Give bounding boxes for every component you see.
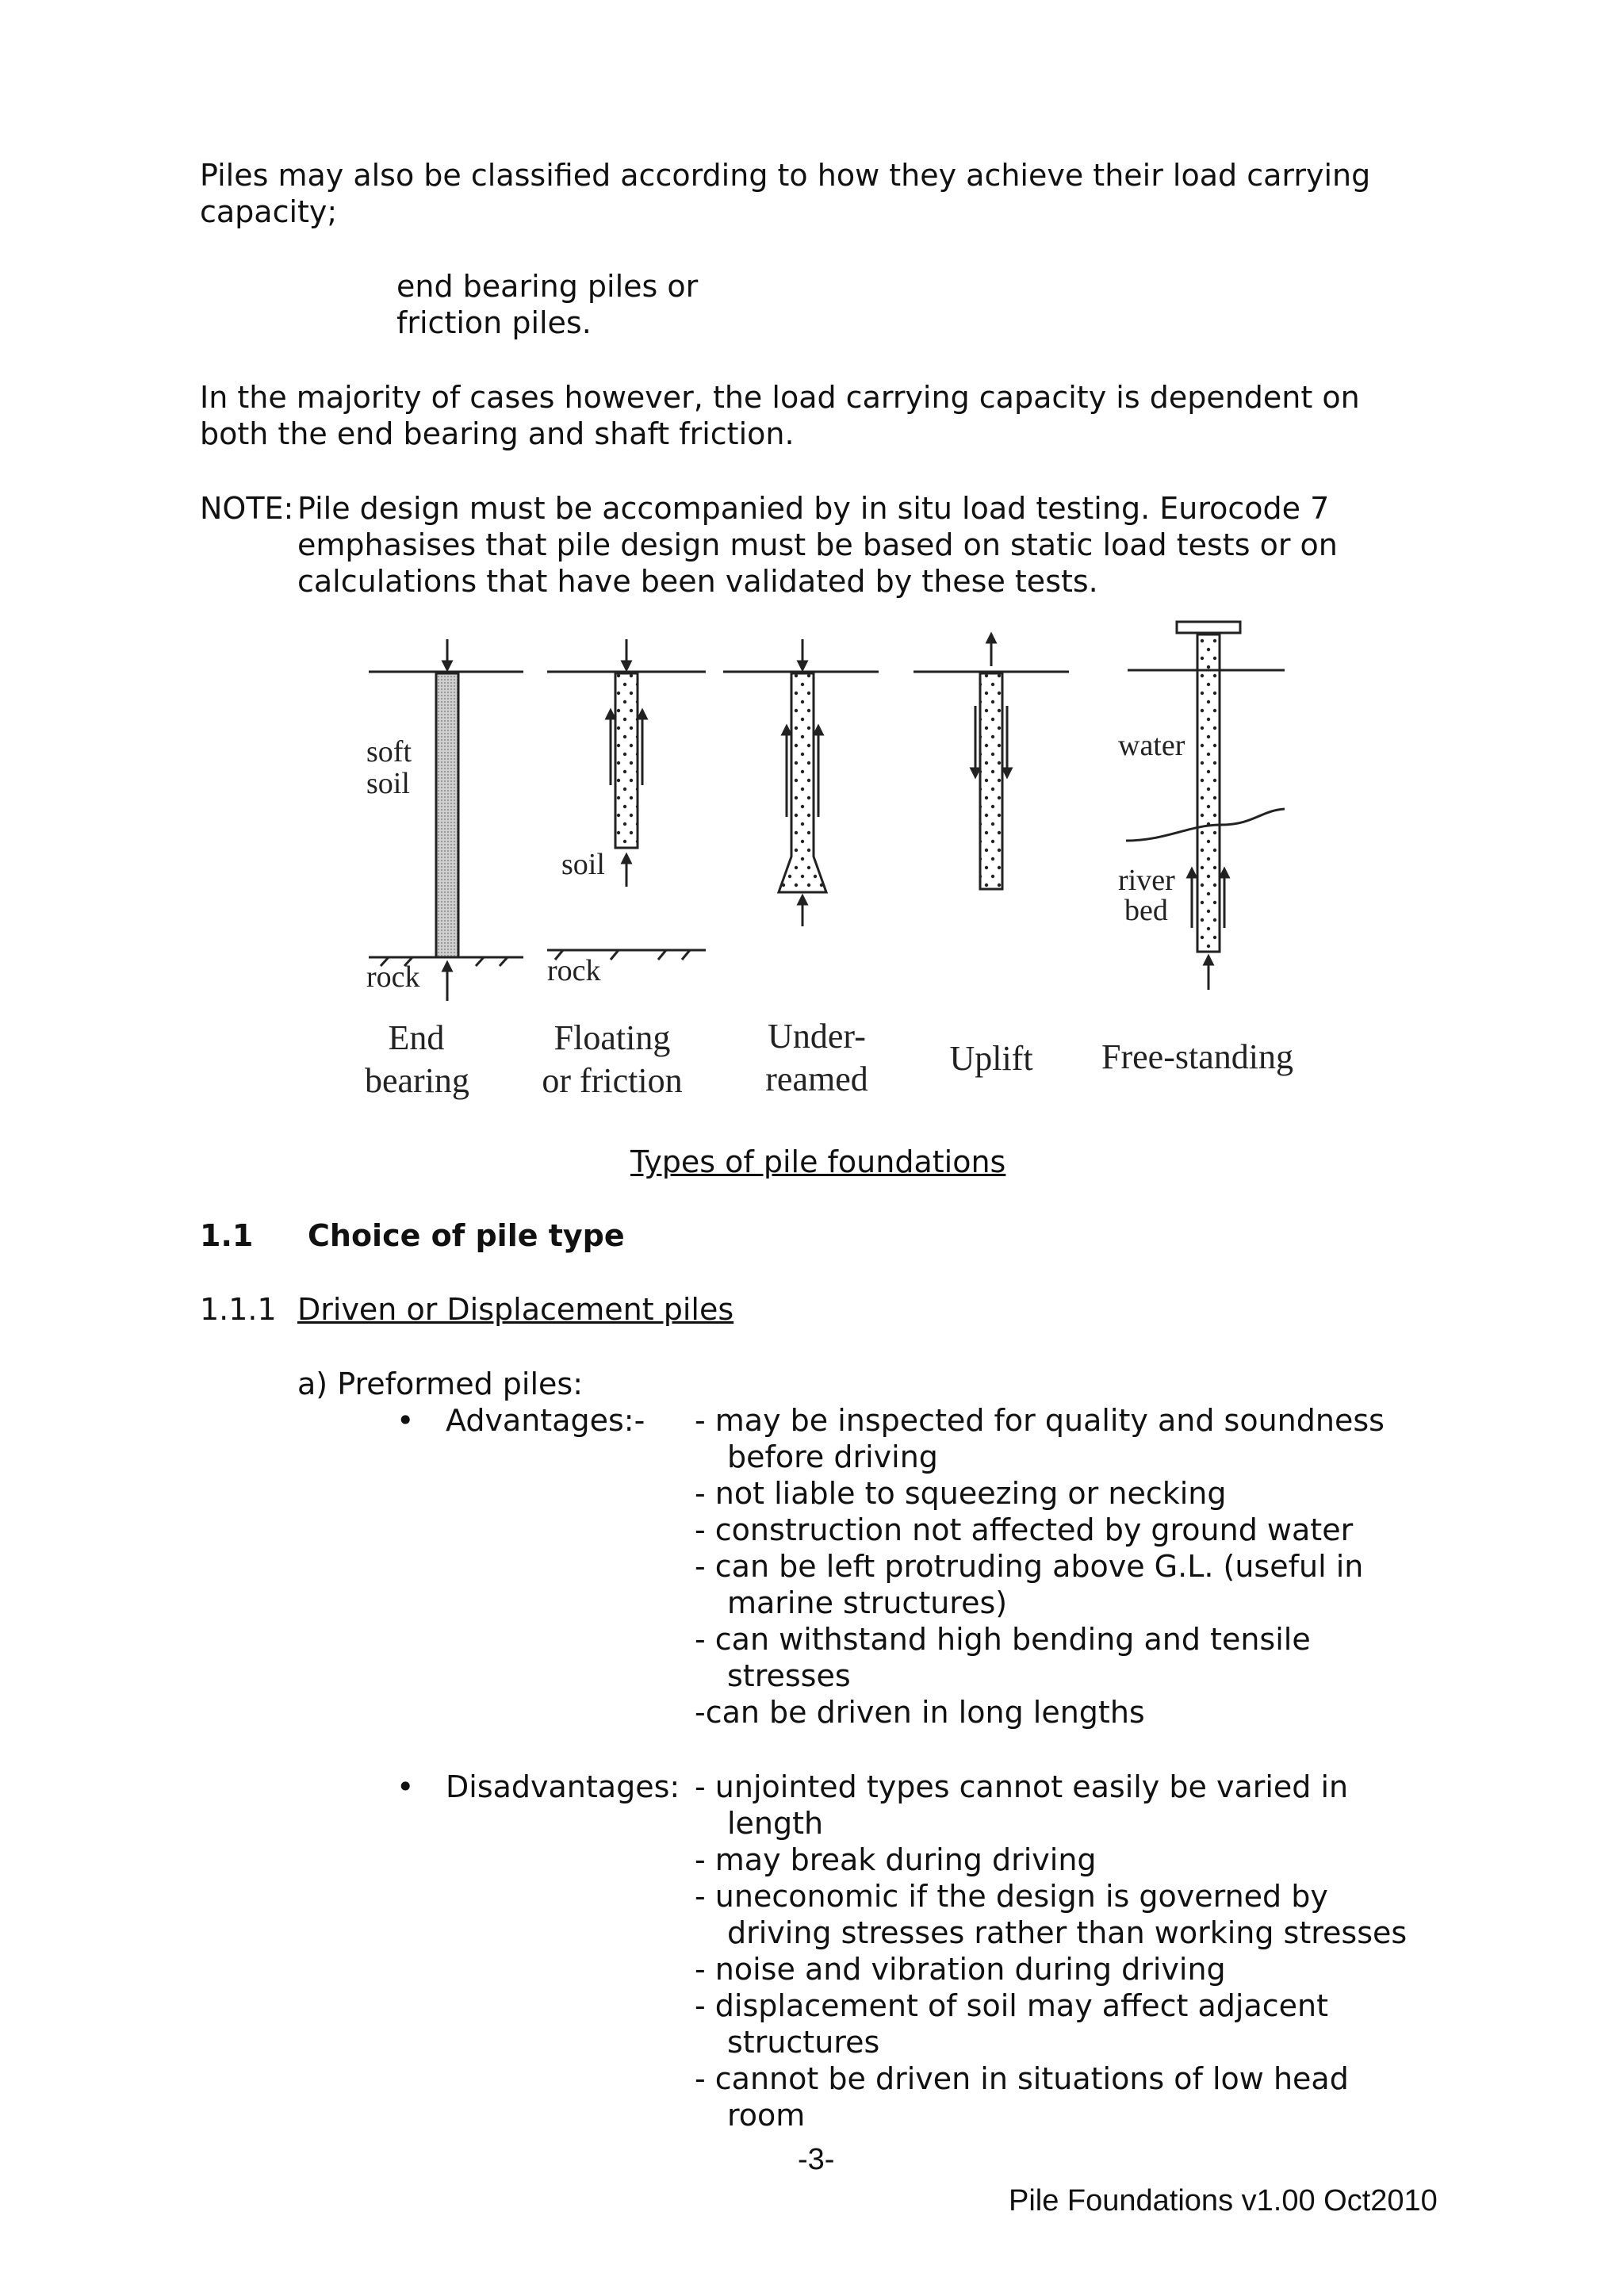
disadvantage-line: - may break during driving — [695, 1842, 1097, 1877]
advantage-line: - can withstand high bending and tensile — [695, 1622, 1311, 1657]
page-number: -3- — [798, 2143, 835, 2176]
intro-line-2: capacity; — [200, 194, 338, 229]
caption-uplift: Uplift — [949, 1039, 1033, 1078]
majority-line-1: In the majority of cases however, the load carrying capacity is dependent on — [200, 380, 1360, 415]
disadvantage-line: length — [727, 1806, 824, 1841]
free-standing-pile-diagram — [1126, 622, 1285, 990]
disadvantage-line: - uneconomic if the design is governed by — [695, 1879, 1328, 1914]
label-rock-floating: rock — [547, 954, 601, 987]
subsection-title: Driven or Displacement piles — [297, 1292, 734, 1327]
note-line-3: calculations that have been validated by these tests. — [297, 564, 1098, 599]
disadvantage-line: driving stresses rather than working stresses — [727, 1915, 1408, 1950]
advantage-line: - may be inspected for quality and soundness — [695, 1403, 1385, 1438]
pile-class-end-bearing: end bearing piles or — [396, 269, 699, 304]
disadvantages-bullet: • — [396, 1769, 415, 1804]
disadvantage-line: - unjointed types cannot easily be varied in — [695, 1769, 1349, 1804]
advantage-line: -can be driven in long lengths — [695, 1695, 1145, 1730]
caption-end-bearing-line-2: bearing — [365, 1061, 469, 1100]
subsection-number: 1.1.1 — [200, 1292, 277, 1327]
item-a-preformed-piles: a) Preformed piles: — [297, 1366, 583, 1401]
disadvantage-line: - noise and vibration during driving — [695, 1952, 1226, 1987]
floating-pile-diagram — [547, 639, 706, 960]
caption-floating — [533, 1017, 691, 1102]
majority-line-2: both the end bearing and shaft friction. — [200, 416, 795, 451]
caption-end-bearing-line-1: End — [388, 1018, 445, 1057]
caption-under-reamed-line-2: reamed — [765, 1060, 868, 1098]
advantage-line: before driving — [727, 1439, 938, 1474]
advantage-line: - can be left protruding above G.L. (useful in — [695, 1549, 1364, 1584]
caption-free-standing: Free-standing — [1101, 1037, 1293, 1076]
label-water: water — [1118, 729, 1185, 762]
label-river: river — [1118, 864, 1175, 897]
advantage-line: - not liable to squeezing or necking — [695, 1476, 1227, 1511]
caption-floating-line-1: Floating — [553, 1018, 671, 1057]
disadvantage-line: structures — [727, 2025, 880, 2060]
advantage-line: marine structures) — [727, 1585, 1008, 1620]
note-label: NOTE: — [200, 491, 294, 526]
disadvantages-label: Disadvantages: — [446, 1769, 680, 1804]
section-number: 1.1 — [200, 1218, 254, 1253]
advantage-line: - construction not affected by ground water — [695, 1512, 1354, 1547]
end-bearing-pile-diagram — [369, 639, 523, 1001]
advantages-bullet: • — [396, 1403, 415, 1438]
section-title: Choice of pile type — [308, 1218, 625, 1253]
advantage-line: stresses — [727, 1658, 851, 1693]
advantages-label: Advantages:- — [446, 1403, 645, 1438]
note-line-2: emphasises that pile design must be based on static load tests or on — [297, 527, 1338, 562]
uplift-pile-diagram — [914, 638, 1069, 889]
caption-end-bearing — [365, 1017, 468, 1102]
note-line-1: Pile design must be accompanied by in situ load testing. Eurocode 7 — [297, 491, 1330, 526]
label-soil-floating: soil — [561, 848, 605, 881]
label-rock-end-bearing: rock — [366, 960, 420, 994]
under-reamed-pile-diagram — [723, 639, 879, 926]
label-soil: soil — [366, 767, 410, 800]
pile-class-friction: friction piles. — [396, 305, 592, 340]
intro-line-1: Piles may also be classified according to how they achieve their load carrying — [200, 158, 1371, 193]
disadvantage-line: room — [727, 2098, 806, 2133]
caption-under-reamed — [745, 1015, 888, 1101]
label-bed: bed — [1124, 894, 1168, 927]
label-soft: soft — [366, 735, 412, 769]
disadvantage-line: - cannot be driven in situations of low head — [695, 2061, 1349, 2096]
disadvantage-line: - displacement of soil may affect adjacent — [695, 1988, 1329, 2023]
caption-floating-line-2: or friction — [542, 1061, 683, 1100]
caption-under-reamed-line-1: Under- — [768, 1017, 866, 1056]
document-footer: Pile Foundations v1.00 Oct2010 — [1009, 2184, 1438, 2217]
figure-title: Types of pile foundations — [630, 1144, 1006, 1179]
